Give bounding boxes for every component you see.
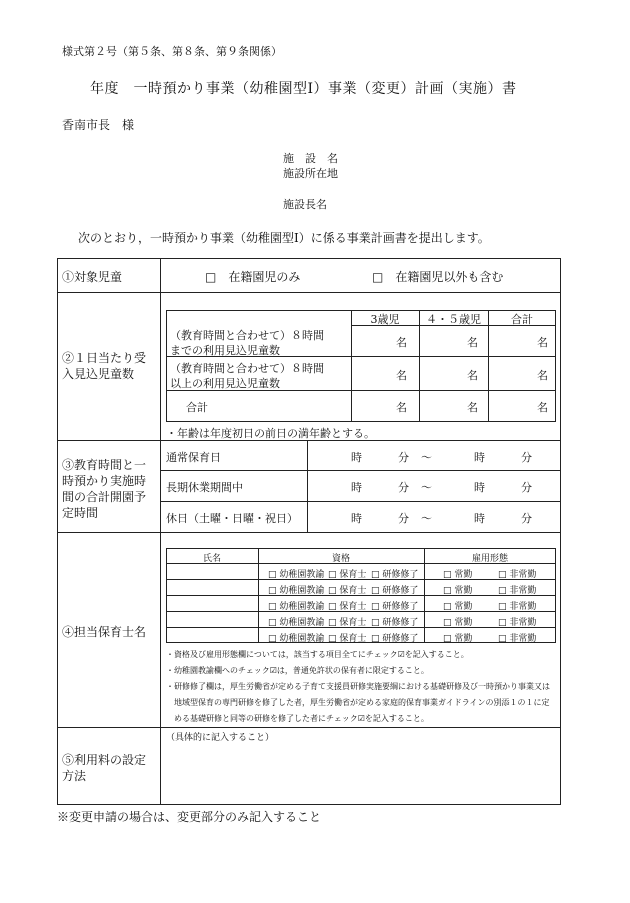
document-title: 年度 一時預かり事業（幼稚園型Ⅰ）事業（変更）計画（実施）書 (90, 81, 517, 97)
form-reference: 様式第２号（第５条、第８条、第９条関係） (62, 45, 282, 58)
fee-method-label-line2: 方法 (62, 769, 87, 783)
hours-label-line2: 時預かり実施時 (62, 474, 147, 488)
unit-cell[interactable]: 名 (467, 336, 478, 349)
age-note: ・年齢は年度初日の前日の満年齢とする。 (166, 427, 375, 440)
intro-text: 次のとおり，一時預かり事業（幼稚園型Ⅰ）に係る事業計画書を提出します。 (78, 231, 490, 245)
row-under-8h-line2: までの利用見込児童数 (170, 344, 280, 357)
header-qualification: 資格 (331, 554, 350, 564)
range-tilde: 〜 (421, 481, 432, 494)
header-age-3: 3歳児 (370, 313, 400, 326)
part-time-checkbox[interactable]: □ 非常勤 (498, 634, 537, 644)
holiday-label: 休日（土曜・日曜・祝日） (166, 512, 298, 525)
option-enrolled-only[interactable]: □ 在籍園児のみ (205, 270, 301, 284)
facility-name-label: 施 設 名 (283, 152, 338, 165)
fee-method-label-line1: ⑤利用料の設定 (62, 753, 147, 767)
staff-note: める基礎研修と同等の研修を修了した者にチェック☑を記入すること。 (174, 714, 429, 723)
hour-field[interactable]: 時 (474, 512, 485, 525)
minute-field[interactable]: 分 (521, 451, 532, 464)
unit-cell[interactable]: 名 (537, 369, 548, 382)
childcare-worker-checkbox[interactable]: □ 保育士 (328, 570, 367, 580)
hour-field[interactable]: 時 (474, 481, 485, 494)
footer-note: ※変更申請の場合は、変更部分のみ記入すること (57, 810, 322, 824)
childcare-worker-checkbox[interactable]: □ 保育士 (328, 602, 367, 612)
facility-address-label: 施設所在地 (283, 167, 338, 180)
minute-field[interactable]: 分 (398, 512, 409, 525)
hour-field[interactable]: 時 (351, 481, 362, 494)
hour-field[interactable]: 時 (351, 512, 362, 525)
range-tilde: 〜 (421, 512, 432, 525)
unit-cell[interactable]: 名 (396, 336, 407, 349)
unit-cell[interactable]: 名 (396, 369, 407, 382)
unit-cell[interactable]: 名 (537, 401, 548, 414)
full-time-checkbox[interactable]: □ 常勤 (443, 618, 473, 628)
part-time-checkbox[interactable]: □ 非常勤 (498, 602, 537, 612)
header-age-4-5: ４・５歳児 (426, 313, 481, 326)
part-time-checkbox[interactable]: □ 非常勤 (498, 618, 537, 628)
part-time-checkbox[interactable]: □ 非常勤 (498, 570, 537, 580)
staff-note: ・資格及び雇用形態欄については，該当する項目全てにチェック☑を記入すること。 (166, 650, 469, 659)
part-time-checkbox[interactable]: □ 非常勤 (498, 586, 537, 596)
hours-label-line1: ③教育時間と一 (62, 458, 147, 472)
staff-note: ・幼稚園教諭欄へのチェック☑は，普通免許状の保有者に限定すること。 (166, 666, 429, 675)
daily-count-label-line1: ②１日当たり受 (62, 351, 147, 365)
minute-field[interactable]: 分 (398, 451, 409, 464)
fee-method-hint: （具体的に記入すること） (166, 733, 275, 743)
row-over-8h-line1: （教育時間と合わせて）８時間 (170, 362, 324, 375)
daily-count-label-line2: 入見込児童数 (62, 367, 135, 381)
staff-label: ④担当保育士名 (62, 625, 147, 639)
option-include-non-enrolled[interactable]: □ 在籍園児以外も含む (372, 270, 504, 284)
row-over-8h-line2: 以上の利用見込児童数 (170, 377, 280, 390)
row-under-8h-line1: （教育時間と合わせて）８時間 (170, 329, 324, 342)
fee-method-input-area[interactable] (166, 742, 556, 800)
unit-cell[interactable]: 名 (537, 336, 548, 349)
training-complete-checkbox[interactable]: □ 研修修了 (371, 586, 419, 596)
full-time-checkbox[interactable]: □ 常勤 (443, 602, 473, 612)
full-time-checkbox[interactable]: □ 常勤 (443, 634, 473, 644)
kindergarten-teacher-checkbox[interactable]: □ 幼稚園教諭 (268, 618, 325, 628)
minute-field[interactable]: 分 (521, 481, 532, 494)
childcare-worker-checkbox[interactable]: □ 保育士 (328, 618, 367, 628)
kindergarten-teacher-checkbox[interactable]: □ 幼稚園教諭 (268, 586, 325, 596)
director-name-label: 施設長名 (283, 198, 327, 211)
hours-label-line4: 定時間 (62, 506, 99, 520)
full-time-checkbox[interactable]: □ 常勤 (443, 570, 473, 580)
unit-cell[interactable]: 名 (467, 369, 478, 382)
unit-cell[interactable]: 名 (396, 401, 407, 414)
hours-label-line3: 間の合計開園予 (62, 490, 147, 504)
row-total: 合計 (186, 401, 208, 414)
childcare-worker-checkbox[interactable]: □ 保育士 (328, 634, 367, 644)
header-name: 氏名 (202, 554, 221, 564)
minute-field[interactable]: 分 (398, 481, 409, 494)
hour-field[interactable]: 時 (474, 451, 485, 464)
training-complete-checkbox[interactable]: □ 研修修了 (371, 602, 419, 612)
kindergarten-teacher-checkbox[interactable]: □ 幼稚園教諭 (268, 634, 325, 644)
long-holiday-label: 長期休業期間中 (166, 481, 243, 494)
kindergarten-teacher-checkbox[interactable]: □ 幼稚園教諭 (268, 570, 325, 580)
addressee: 香南市長 様 (62, 118, 135, 132)
staff-note: 地域型保育の専門研修を修了した者，厚生労働省が定める家庭的保育事業ガイドラインの別添１の１に定 (174, 698, 550, 707)
kindergarten-teacher-checkbox[interactable]: □ 幼稚園教諭 (268, 602, 325, 612)
childcare-worker-checkbox[interactable]: □ 保育士 (328, 586, 367, 596)
training-complete-checkbox[interactable]: □ 研修修了 (371, 634, 419, 644)
header-employment: 雇用形態 (471, 554, 508, 564)
target-children-label: ①対象児童 (62, 270, 123, 284)
regular-day-label: 通常保育日 (166, 451, 221, 464)
full-time-checkbox[interactable]: □ 常勤 (443, 586, 473, 596)
hour-field[interactable]: 時 (351, 451, 362, 464)
header-total: 合計 (511, 313, 533, 326)
minute-field[interactable]: 分 (521, 512, 532, 525)
training-complete-checkbox[interactable]: □ 研修修了 (371, 618, 419, 628)
staff-note: ・研修修了欄は，厚生労働省が定める子育て支援員研修実施要綱における基礎研修及び一時預かり事業又は (166, 682, 550, 691)
unit-cell[interactable]: 名 (467, 401, 478, 414)
range-tilde: 〜 (421, 451, 432, 464)
training-complete-checkbox[interactable]: □ 研修修了 (371, 570, 419, 580)
